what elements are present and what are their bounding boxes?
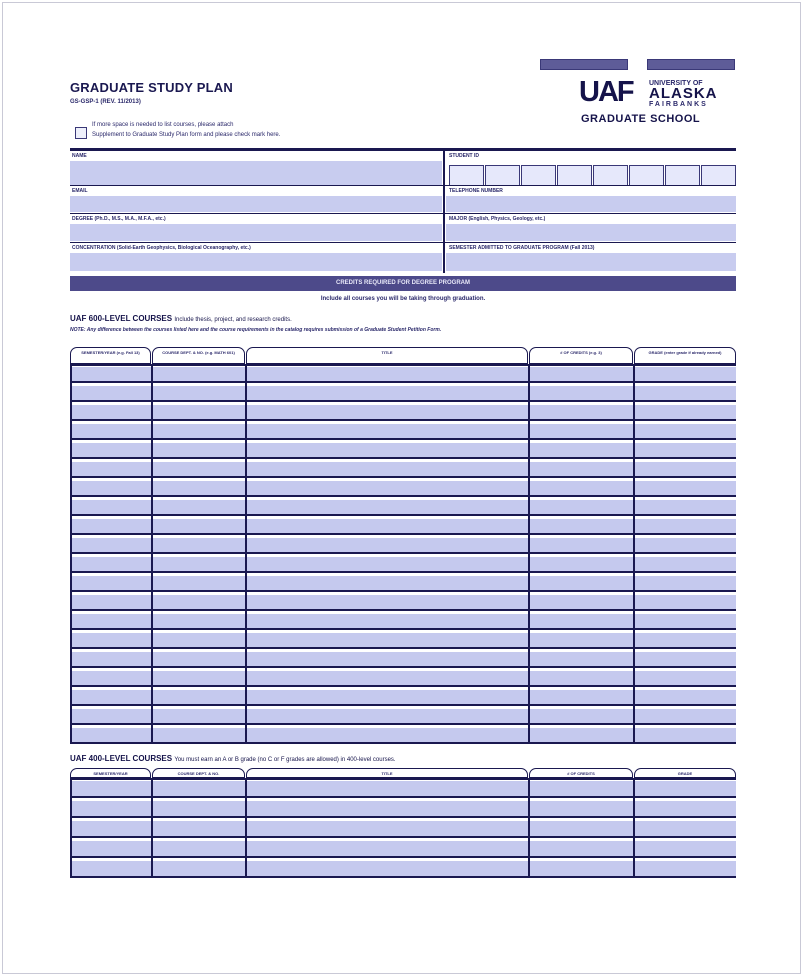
section600-heading [70,314,292,323]
row-rule [70,742,736,744]
col-grade-header-400: GRADE [634,768,736,778]
column-rule [70,364,72,744]
col-semester-header: SEMESTER/YEAR (e.g. Fall 13) [70,347,151,364]
telephone-label: TELEPHONE NUMBER [449,188,503,194]
course-row[interactable] [70,614,736,628]
course-row[interactable] [70,861,736,876]
name-field[interactable] [70,161,442,185]
semester-admitted-label: SEMESTER ADMITTED TO GRADUATE PROGRAM (Fall 2013) [449,245,595,251]
course-row[interactable] [70,500,736,514]
section600-note: NOTE: Any difference between the courses listed here and the course requirements in the catalog requires submission of a Graduate Student Petition Form. [70,327,442,333]
row-rule [70,571,736,573]
row-rule [70,609,736,611]
course-row[interactable] [70,728,736,742]
column-rule [245,364,247,744]
row-rule [70,685,736,687]
logo-graduate-school: GRADUATE SCHOOL [581,113,701,125]
row-rule [70,185,736,186]
header-field-bar [540,59,628,70]
course-row[interactable] [70,443,736,457]
concentration-label: CONCENTRATION (Solid-Earth Geophysics, Biological Oceanography, etc.) [72,245,251,251]
row-rule [70,476,736,478]
supplement-checkbox[interactable] [75,127,87,139]
course-row[interactable] [70,633,736,647]
row-rule [70,723,736,725]
column-rule [633,364,635,744]
section600-title: UAF 600-LEVEL COURSES [70,314,173,323]
attach-note-line1: If more space is needed to list courses, please attach [92,122,234,128]
col-credits-header: # OF CREDITS (e.g. 3) [529,347,633,364]
form-page [2,2,801,974]
section400-title: UAF 400-LEVEL COURSES [70,754,173,763]
row-rule [70,628,736,630]
student-id-box[interactable] [665,165,700,186]
column-rule [151,778,153,878]
table-top-rule [70,778,736,780]
header-field-bar [647,59,735,70]
student-id-box[interactable] [449,165,484,186]
section600-heading-note: Include thesis, project, and research credits. [174,317,292,323]
section400-heading [70,754,396,763]
student-id-box[interactable] [485,165,520,186]
column-rule [633,778,635,878]
course-row[interactable] [70,841,736,856]
major-field[interactable] [446,224,736,241]
row-rule [70,242,736,243]
row-rule [70,495,736,497]
col-credits-header-400: # OF CREDITS [529,768,633,778]
course-row[interactable] [70,821,736,836]
uaf-logo-mark: UAF [579,76,633,108]
course-row[interactable] [70,781,736,796]
col-grade-header: GRADE (enter grade if already earned) [634,347,736,364]
course-row[interactable] [70,481,736,495]
form-code: GS-GSP-1 (REV. 11/2013) [70,99,141,105]
name-label: NAME [72,153,87,159]
row-rule [70,876,736,878]
student-id-box[interactable] [701,165,736,186]
course-row[interactable] [70,576,736,590]
row-rule [70,666,736,668]
row-rule [70,438,736,440]
row-rule [70,213,736,214]
student-id-box[interactable] [593,165,628,186]
student-id-box[interactable] [629,165,664,186]
course-row[interactable] [70,690,736,704]
logo-fairbanks: FAIRBANKS [649,101,708,108]
credits-banner: CREDITS REQUIRED FOR DEGREE PROGRAM [70,276,736,291]
credits-subtitle: Include all courses you will be taking through graduation. [320,296,486,302]
row-rule [70,836,736,838]
degree-field[interactable] [70,224,442,241]
course-row[interactable] [70,424,736,438]
col-title-header-400: TITLE [246,768,528,778]
row-rule [70,704,736,706]
column-rule [70,778,72,878]
course-row[interactable] [70,671,736,685]
course-row[interactable] [70,557,736,571]
course-row[interactable] [70,595,736,609]
row-rule [70,796,736,798]
concentration-field[interactable] [70,253,442,271]
row-rule [70,552,736,554]
student-id-box[interactable] [521,165,556,186]
row-rule [70,856,736,858]
course-row[interactable] [70,462,736,476]
row-rule [70,419,736,421]
course-row[interactable] [70,386,736,400]
row-rule [70,647,736,649]
row-rule [70,816,736,818]
column-rule [151,364,153,744]
course-row[interactable] [70,519,736,533]
attach-note-line2: Supplement to Graduate Study Plan form and please check mark here. [92,132,281,138]
row-rule [70,514,736,516]
grid-divider [443,151,445,273]
col-course-header: COURSE DEPT. & NO. (e.g. MATH 601) [152,347,245,364]
course-row[interactable] [70,405,736,419]
course-row[interactable] [70,538,736,552]
semester-admitted-field[interactable] [446,253,736,271]
col-semester-header-400: SEMESTER/YEAR [70,768,151,778]
row-rule [70,533,736,535]
email-label: EMAIL [72,188,88,194]
row-rule [70,400,736,402]
student-id-box[interactable] [557,165,592,186]
col-title-header: TITLE [246,347,528,364]
form-title: GRADUATE STUDY PLAN [70,80,233,95]
email-field[interactable] [70,196,442,212]
course-row[interactable] [70,367,736,381]
logo-university-of: UNIVERSITY OF [649,80,703,87]
row-rule [70,590,736,592]
column-rule [528,364,530,744]
grid-top-rule [70,148,736,151]
major-label: MAJOR (English, Physics, Geology, etc.) [449,216,546,222]
column-rule [245,778,247,878]
row-rule [70,457,736,459]
section400-heading-note: You must earn an A or B grade (no C or F grades are allowed) in 400-level courses. [174,757,396,763]
student-id-label: STUDENT ID [449,153,479,159]
logo-alaska: ALASKA [649,85,718,102]
course-row[interactable] [70,709,736,723]
row-rule [70,381,736,383]
telephone-field[interactable] [446,196,736,212]
course-row[interactable] [70,801,736,816]
degree-label: DEGREE (Ph.D., M.S., M.A., M.F.A., etc.) [72,216,166,222]
col-course-header-400: COURSE DEPT. & NO. [152,768,245,778]
column-rule [528,778,530,878]
table-top-rule [70,364,736,366]
course-row[interactable] [70,652,736,666]
